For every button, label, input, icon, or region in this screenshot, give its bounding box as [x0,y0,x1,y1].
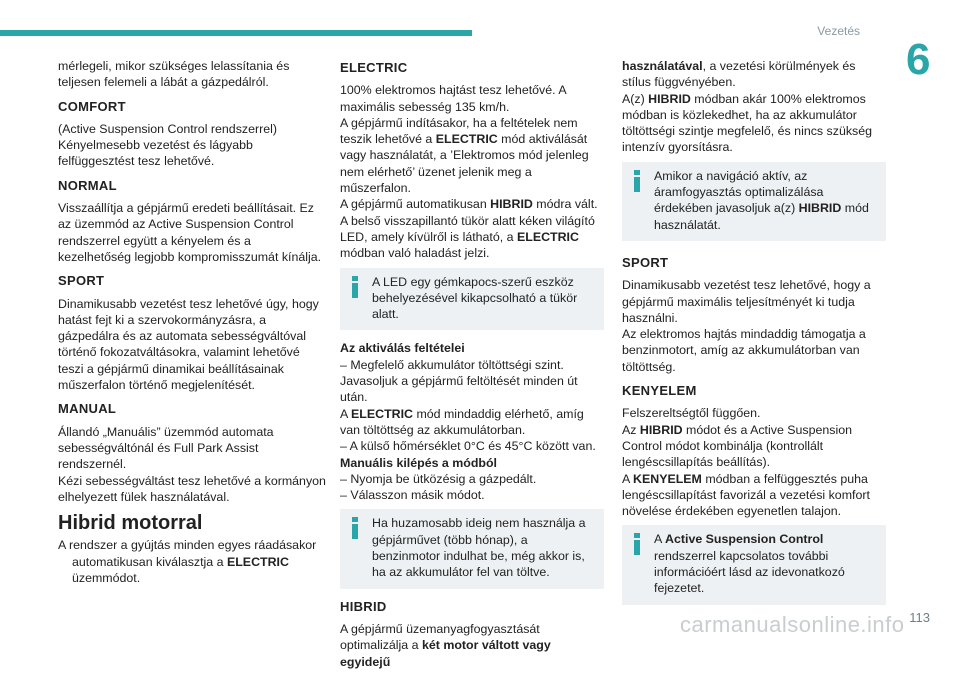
paragraph: Állandó „Manuális” üzemmód automata sebességváltónál és Full Park Assist rendszernél. [58,424,274,472]
text: A gépjármű indításakor, ha a feltételek nem teszik lehetővé a [340,115,578,147]
heading-kenyelem: KENYELEM [622,383,697,399]
text: módot és a Active Suspension Control módot kombinálja (kontrollált lengéscsillapítás beállítás). [622,422,853,470]
page-number: 113 [909,610,930,625]
paragraph [340,406,604,439]
text: Az [622,422,640,437]
note-text: Amikor a navigáció aktív, az áramfogyasztás optimalizálása érdekében javasoljuk a(z) [654,168,824,216]
text: A [622,471,634,486]
paragraph [622,58,886,91]
paragraph: Felszereltségtől függően. [622,406,761,421]
info-note [340,268,604,331]
watermark: carmanualsonline.info [680,612,905,637]
paragraph: Visszaállítja a gépjármű eredeti beállításait. Ez az üzemmód az Active Suspension Control rendszerrel együtt a kényelem és a kezelhetőség legjobb kompromisszumát kínálja. [58,201,322,264]
heading-comfort: COMFORT [58,98,126,114]
paragraph [340,115,604,196]
text: A gépjármű automatikusan [340,197,491,212]
note-text: rendszerrel kapcsolatos további információért lásd az idevonatkozó fejezetet. [654,548,845,596]
info-note [622,525,886,604]
subheading-activation: Az aktiválás feltételei [340,341,465,356]
text-bold: ELECTRIC [351,406,413,421]
paragraph [340,213,604,262]
heading-electric: ELECTRIC [340,60,408,75]
heading-hybrid: Hibrid motorral [58,512,203,535]
info-icon [630,170,644,192]
paragraph [58,537,326,586]
text: A gépjármű üzemanyagfogyasztását optimalizálja a [340,621,540,653]
paragraph: 100% elektromos hajtást tesz lehetővé. A maximális sebesség 135 km/h. [340,83,566,114]
text: módban akár 100% elektromos módban is közlekedhet, ha az akkumulátor töltöttségi szintje megfelelő, és nincs szükség intenzív gyorsításra. [622,91,873,155]
note-text: A [654,532,666,547]
list-item: – Nyomja be ütközésig a gázpedált. [340,471,537,486]
text: A [340,406,352,421]
info-icon [630,533,644,555]
text-bold: KENYELEM [633,471,702,486]
text-bold: HIBRID [648,91,691,106]
list-item: – A külső hőmérséklet 0°C és 45°C között van. [340,439,596,454]
text: mód mindaddig elérhető, amíg van töltöttség az akkumulátorban. [340,406,584,437]
note-text: A LED egy gémkapocs-szerű eszköz behelyezésével kikapcsolható a tükör alatt. [372,274,578,322]
info-icon [348,276,362,298]
text-bold: két motor váltott vagy egyidejű [340,638,551,669]
paragraph [340,196,604,212]
text: A rendszer a gyújtás minden egyes ráadásakor automatikusan kiválasztja a [58,538,317,569]
paragraph: Dinamikusabb vezetést tesz lehetővé úgy, hogy hatást fejt ki a szervokormányzásra, a gázpedálra és az automata sebességváltóval történő fokozatváltásokra, valamint lehetővé teszi a gépjármű dinamikai beállításainak műszerfalon történő megjelenítését. [58,296,319,393]
note-text: Ha huzamosabb ideig nem használja a gépjárművet (több hónap), a benzinmotor indulhat be, még akkor is, ha az akkumulátor fel van töltve. [372,516,586,580]
text-bold: HIBRID [639,422,683,437]
paragraph: Kézi sebességváltást tesz lehetővé a kormányon elhelyezett fülek használatával. [58,473,326,504]
paragraph [622,422,886,471]
text-bold: ELECTRIC [516,229,579,244]
text-bold: HIBRID [798,201,842,216]
paragraph: Javasoljuk a gépjármű feltöltését minden út után. [340,374,578,405]
heading-manual: MANUAL [58,401,117,417]
paragraph [622,91,886,156]
text-bold: HIBRID [490,197,533,212]
info-note [340,509,604,588]
column-2 [340,58,604,676]
heading-sport: SPORT [58,273,105,289]
text: üzemmódot. [72,571,141,586]
paragraph [622,471,886,520]
text: módban a felfüggesztés puha lengéscsillapítást favorizál a vezetési komfort növelése érdekében egyenetlen talajon. [622,471,870,519]
text: A(z) [622,91,649,106]
paragraph: Dinamikusabb vezetést tesz lehetővé, hogy a gépjármű maximális teljesítményét ki tudja használni. [622,278,871,325]
column-1 [58,58,326,592]
section-title: Vezetés [817,24,860,38]
text: módra vált. [532,197,598,212]
chapter-number: 6 [906,35,931,84]
paragraph [340,621,604,670]
note-text: mód használatát. [654,201,869,232]
info-note [622,162,886,241]
paragraph: Az elektromos hajtás mindaddig támogatja a benzinmotort, amíg az akkumulátorban van töltöttség. [622,327,866,374]
heading-normal: NORMAL [58,177,117,193]
header-accent-bar [0,30,472,36]
text: A belső visszapillantó tükör alatt kéken világító LED, amely kívülről is látható, a [340,213,595,244]
text-bold: használatával [622,59,703,73]
text: módban való haladást jelzi. [340,246,490,261]
info-icon [348,517,362,539]
subheading-exit: Manuális kilépés a módból [340,455,497,470]
text-bold: Active Suspension Control [665,532,824,547]
list-item: – Megfelelő akkumulátor töltöttségi szint. [340,357,564,372]
list-item: – Válasszon másik módot. [340,488,485,503]
text: , a vezetési körülmények és stílus függvényében. [622,59,856,90]
heading-sport: SPORT [622,254,669,270]
paragraph: (Active Suspension Control rendszerrel) Kényelmesebb vezetést és lágyabb felfüggesztést tesz lehetővé. [58,121,277,169]
column-3 [622,58,886,615]
heading-hibrid: HIBRID [340,598,387,614]
text-bold: ELECTRIC [435,132,498,147]
text: mód aktiválását vagy használatát, a ’Elektromos mód jelenleg nem elérhető’ üzenet jelenik meg a műszerfalon. [340,132,589,196]
text-bold: ELECTRIC [226,554,289,569]
paragraph: mérlegeli, mikor szükséges lelassítania és teljesen felemeli a lábát a gázpedálról. [58,59,290,90]
